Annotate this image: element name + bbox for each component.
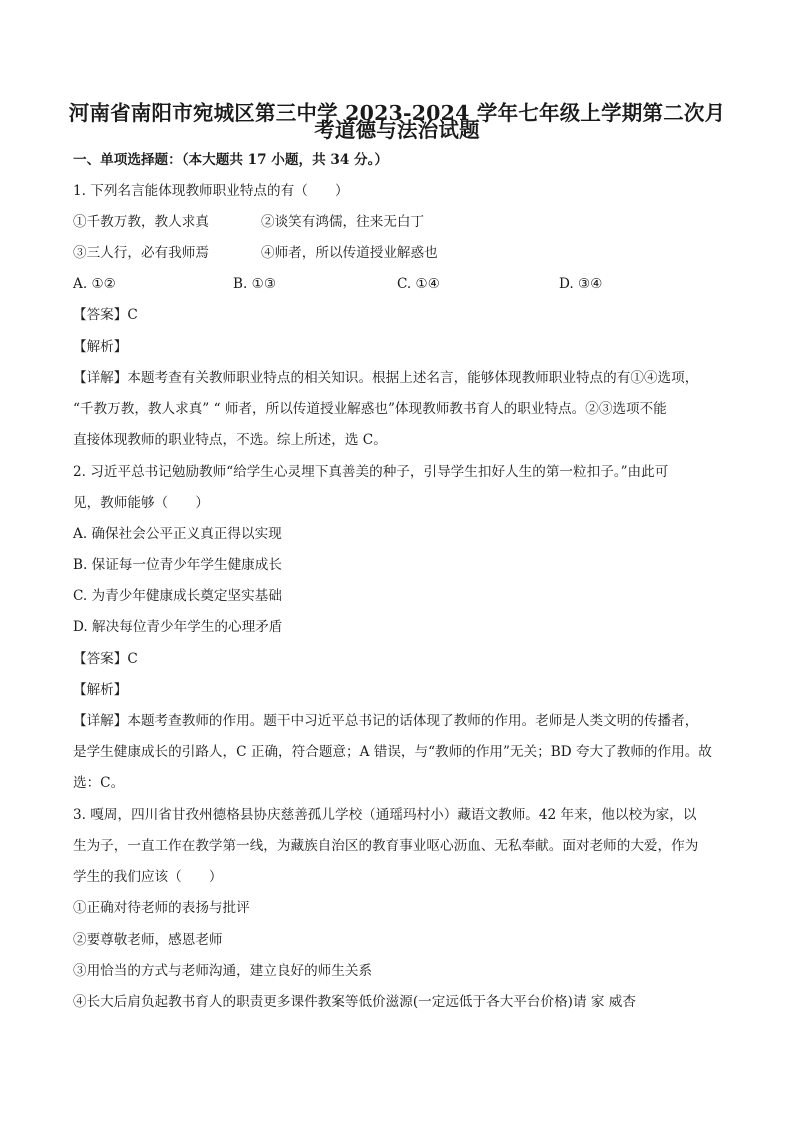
q2-detail-line3: 选：C。	[73, 775, 125, 791]
q1-detail-line1: 【详解】本题考查有关教师职业特点的相关知识。根据上述名言，能够体现教师职业特点的有①④选项，	[73, 370, 699, 386]
section-heading: 一、单项选择题：（本大题共 17 小题，共 34 分。）	[73, 152, 389, 168]
q1-detail-line3: 直接体现教师的职业特点，不选。综上所述，选 C。	[73, 432, 387, 448]
q3-item-2: ②要尊敬老师，感恩老师	[73, 932, 223, 948]
q3-item-1: ①正确对待老师的表扬与批评	[73, 900, 250, 916]
exam-title-line1: 河南省南阳市宛城区第三中学 2023-2024 学年七年级上学期第二次月	[68, 101, 726, 125]
q1-option-b: B. ①③	[233, 276, 277, 292]
q2-option-d: D. 解决每位青少年学生的心理矛盾	[73, 619, 283, 635]
q2-option-b: B. 保证每一位青少年学生健康成长	[73, 557, 282, 573]
q2-stem-line1: 2. 习近平总书记勉励教师“给学生心灵埋下真善美的种子，引导学生扣好人生的第一粒扣子。”由此可	[73, 464, 669, 480]
q2-detail-line1: 【详解】本题考查教师的作用。题干中习近平总书记的话体现了教师的作用。老师是人类文明的传播者，	[73, 713, 699, 729]
q3-item-3: ③用恰当的方式与老师沟通，建立良好的师生关系	[73, 963, 373, 979]
q3-item-4: ④长大后肩负起教书育人的职责更多课件教案等低价滋源(一定远低于各大平台价格)请 家 威杏	[73, 994, 636, 1010]
q2-option-c: C. 为青少年健康成长奠定坚实基础	[73, 588, 282, 604]
q2-option-a: A. 确保社会公平正义真正得以实现	[73, 526, 282, 542]
q1-item-1: ①千教万教，教人求真	[73, 214, 209, 230]
q2-analysis-label: 【解析】	[73, 682, 128, 698]
exam-title-line2: 考道德与法治试题	[314, 118, 480, 142]
q3-stem-line2: 生为子，一直工作在教学第一线，为藏族自治区的教育事业呕心沥血、无私奉献。面对老师的大爱，作为	[73, 838, 699, 854]
q2-stem-line2: 见，教师能够（ ）	[73, 495, 209, 511]
q1-item-2: ②谈笑有鸿儒，往来无白丁	[261, 214, 425, 230]
q1-item-3: ③三人行，必有我师焉	[73, 245, 209, 261]
q1-option-c: C. ①④	[397, 276, 440, 292]
q2-detail-line2: 是学生健康成长的引路人，C 正确，符合题意；A 错误，与“教师的作用”无关；BD 夸大了教师的作用。故	[73, 744, 712, 760]
q1-item-4: ④师者，所以传道授业解惑也	[261, 245, 438, 261]
q3-stem-line1: 3. 嘎周，四川省甘孜州德格县协庆慈善孤儿学校（通瑶玛村小）藏语文教师。42 年来，他以校为家，以	[73, 807, 697, 823]
q1-option-a: A. ①②	[73, 276, 116, 292]
q1-stem: 1. 下列名言能体现教师职业特点的有（ ）	[73, 183, 349, 199]
q1-analysis-label: 【解析】	[73, 339, 128, 355]
q3-stem-line3: 学生的我们应该（ ）	[73, 869, 223, 885]
q1-option-d: D. ③④	[559, 276, 603, 292]
q1-answer: 【答案】C	[73, 307, 138, 323]
q2-answer: 【答案】C	[73, 651, 138, 667]
q1-detail-line2: “千教万教，教人求真” “ 师者，所以传道授业解惑也”体现教师教书育人的职业特点。②③选项不能	[73, 401, 667, 417]
